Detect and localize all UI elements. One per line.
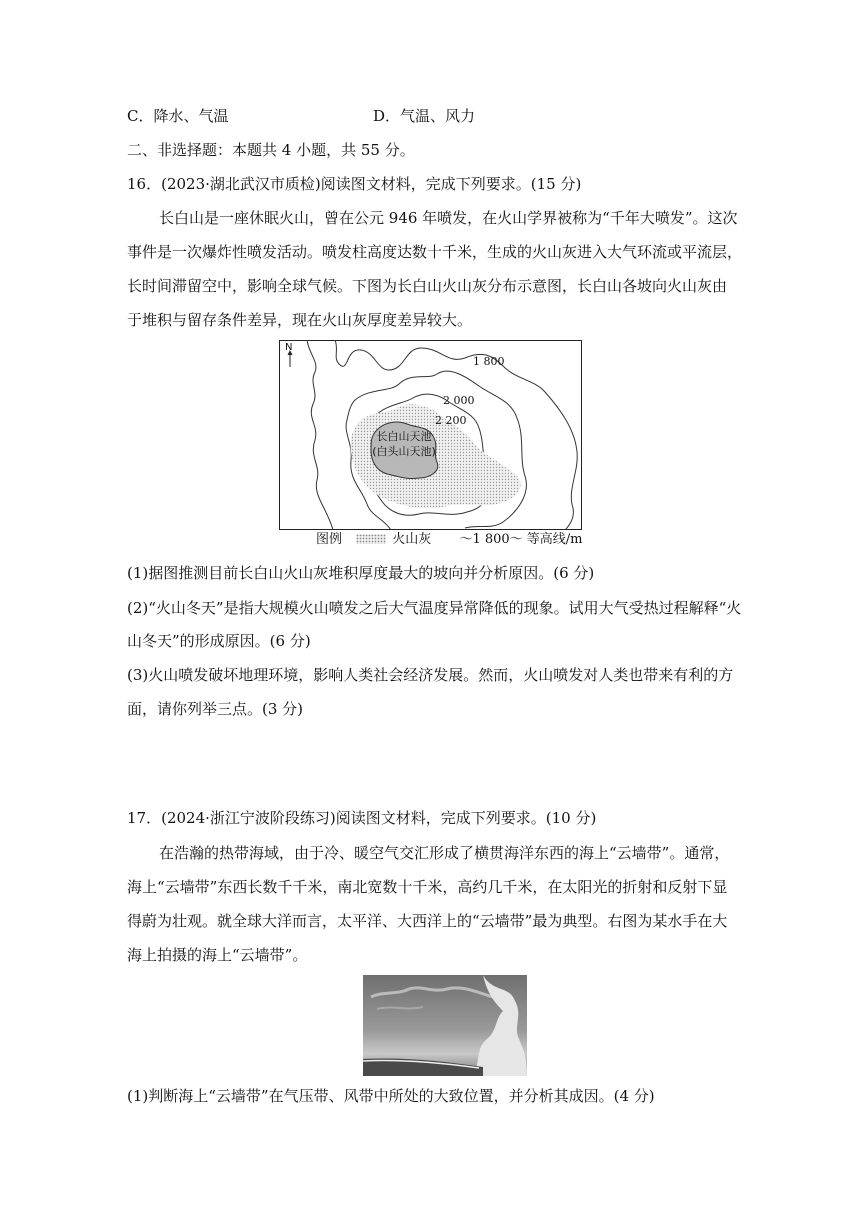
q16-para-line: 长时间滞留空中，影响全球气候。下图为长白山火山灰分布示意图，长白山各坡向火山灰由 — [127, 277, 728, 295]
legend-contour-label: ～1 800～ 等高线/m — [459, 532, 583, 547]
q16-sub-question: (1)据图推测目前长白山火山灰堆积厚度最大的坡向并分析原因。(6 分) — [127, 564, 595, 582]
lake-label-alt: (白头山天池) — [372, 445, 436, 458]
q16-sub-question: (3)火山喷发破坏地理环境，影响人类社会经济发展。然而，火山喷发对人类也带来有利的方 — [127, 666, 734, 684]
q16-sub-question: 面，请你列举三点。(3 分) — [127, 700, 304, 718]
contour-label-2000: 2 000 — [443, 394, 475, 407]
contour-label-1800: 1 800 — [473, 355, 505, 368]
q16-para-line: 长白山是一座休眠火山，曾在公元 946 年喷发，在火山学界被称为“千年大喷发”。这次 — [159, 209, 738, 227]
cloud-wall-photo — [363, 975, 527, 1076]
q17-header: 17．(2024·浙江宁波阶段练习)阅读图文材料，完成下列要求。(10 分) — [127, 809, 597, 827]
section-heading: 二、非选择题：本题共 4 小题，共 55 分。 — [127, 141, 415, 159]
q17-sub-question: (1)判断海上“云墙带”在气压带、风带中所处的大致位置，并分析其成因。(4 分) — [127, 1087, 655, 1105]
q16-sub-question: 山冬天”的形成原因。(6 分) — [127, 632, 311, 650]
volcanic-ash-map — [279, 340, 582, 530]
q16-sub-question: (2)“火山冬天”是指大规模火山喷发之后大气温度异常降低的现象。试用大气受热过程解释“火 — [127, 599, 742, 617]
option-d: D．气温、风力 — [373, 107, 476, 125]
legend-ash-swatch-icon — [356, 534, 386, 544]
q17-para-line: 海上“云墙带”东西长数千千米，南北宽数十千米，高约几千米，在太阳光的折射和反射下显 — [127, 878, 728, 896]
legend-title: 图例 — [316, 532, 343, 547]
q17-para-line: 在浩瀚的热带海域，由于冷、暖空气交汇形成了横贯海洋东西的海上“云墙带”。通常， — [159, 844, 730, 862]
q17-para-line: 得蔚为壮观。就全球大洋而言，太平洋、大西洋上的“云墙带”最为典型。右图为某水手在大 — [127, 912, 728, 930]
q16-para-line: 事件是一次爆炸性喷发活动。喷发柱高度达数十千米，生成的火山灰进入大气环流或平流层， — [127, 243, 743, 261]
north-label: N — [285, 342, 293, 353]
q17-para-line: 海上拍摄的海上“云墙带”。 — [127, 946, 308, 964]
option-c: C．降水、气温 — [127, 107, 229, 125]
q16-para-line: 于堆积与留存条件差异，现在火山灰厚度差异较大。 — [127, 311, 473, 329]
map-legend — [316, 532, 583, 548]
legend-ash-label: 火山灰 — [392, 532, 432, 547]
contour-label-2200: 2 200 — [435, 414, 467, 427]
lake-label: 长白山天池 — [376, 430, 432, 443]
q16-header: 16．(2023·湖北武汉市质检)阅读图文材料，完成下列要求。(15 分) — [127, 175, 582, 193]
